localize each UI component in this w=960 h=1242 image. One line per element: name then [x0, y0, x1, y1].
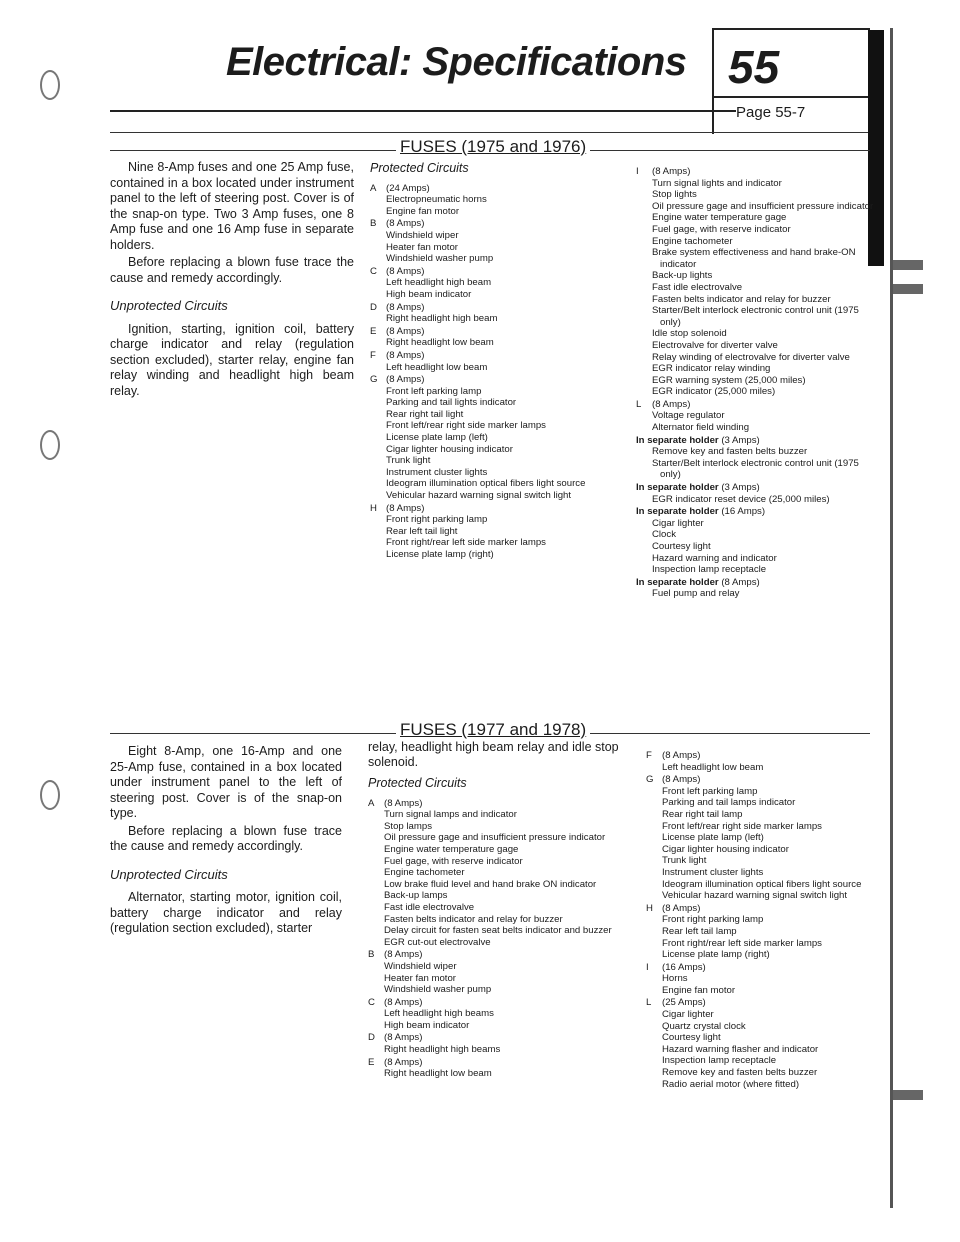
fuses-1977-protected-circuits	[368, 740, 624, 1081]
circuit-item: Right headlight high beam	[386, 313, 498, 325]
fuse-group-header	[370, 266, 628, 278]
fuse-rating: (8 Amps)	[384, 1032, 423, 1044]
circuit-item: Fasten belts indicator and relay for buzzer	[384, 913, 563, 925]
fuse-letter: A	[368, 797, 375, 809]
holder-label: In separate holder	[636, 434, 719, 446]
circuit-item: Inspection lamp receptacle	[662, 1055, 777, 1067]
fuse-group	[370, 183, 628, 218]
circuit-item: Back-up lights	[652, 270, 713, 282]
fuse-rating: (8 Amps)	[386, 325, 425, 337]
fuse-group-header	[636, 399, 878, 411]
circuit-item: Front right parking lamp	[386, 514, 488, 526]
fuse-letter: C	[368, 996, 375, 1008]
circuit-item: Front left/rear right side marker lamps	[386, 420, 546, 432]
fuse-letter: L	[646, 997, 652, 1009]
separate-holder-group	[636, 435, 878, 481]
fuse-group	[368, 1057, 624, 1080]
circuit-item: EGR cut-out electrovalve	[384, 936, 491, 948]
fuse-group	[368, 1032, 624, 1055]
page-edge-line	[890, 28, 893, 1208]
circuit-item: Remove key and fasten belts buzzer	[662, 1067, 818, 1079]
circuit-item: Voltage regulator	[652, 410, 725, 422]
circuit-item: Turn signal lamps and indicator	[384, 809, 517, 821]
circuit-item: Idle stop solenoid	[652, 328, 727, 340]
circuit-item: Remove key and fasten belts buzzer	[652, 446, 808, 458]
circuit-item: License plate lamp (right)	[386, 549, 494, 560]
fuse-group-header	[370, 183, 628, 195]
circuit-item: Vehicular hazard warning signal switch light	[386, 490, 572, 502]
fuse-rating: (16 Amps)	[721, 506, 766, 518]
circuit-item: Low brake fluid level and hand brake ON indicator	[384, 878, 597, 890]
fuse-group	[370, 302, 628, 325]
holder-label: In separate holder	[636, 576, 719, 588]
fuse-group-header	[368, 997, 624, 1009]
fuses-1975-protected-circuits-cont	[636, 166, 878, 601]
fuse-group-header	[646, 774, 878, 786]
fuse-rating: (8 Amps)	[386, 349, 425, 361]
circuit-item: Back-up lamps	[384, 890, 448, 902]
fuse-rating: (8 Amps)	[384, 797, 423, 809]
circuit-item: Windshield washer pump	[384, 984, 492, 996]
circuit-item: Engine tachometer	[384, 867, 465, 879]
fuse-rating: (3 Amps)	[721, 434, 760, 446]
circuit-item: Front right parking lamp	[662, 914, 764, 926]
circuit-item: Clock	[652, 529, 676, 541]
fuse-rating: (8 Amps)	[386, 265, 425, 277]
holder-label: In separate holder	[636, 506, 719, 518]
fuse-group	[646, 903, 878, 961]
fuse-letter: H	[646, 902, 653, 914]
circuit-item: Left headlight low beam	[386, 361, 488, 373]
circuit-item: Windshield washer pump	[386, 253, 494, 265]
separate-holder-group	[636, 506, 878, 576]
circuit-item: License plate lamp (left)	[662, 832, 764, 844]
paragraph: Nine 8-Amp fuses and one 25 Amp fuse, contained in a box located under instrument panel to the left of steering post. Cover is of the snap-on type. Two 3 Amp fuses, one 8 Amp fuse and one 16 Amp fuse in separate holders.	[110, 160, 354, 252]
fuse-rating: (8 Amps)	[386, 374, 425, 386]
fuse-rating: (8 Amps)	[662, 774, 701, 786]
circuit-item: Starter/Belt interlock electronic control unit (1975 only)	[652, 305, 859, 328]
subheading: Unprotected Circuits	[110, 298, 228, 313]
circuit-item: Engine fan motor	[386, 205, 460, 217]
circuit-item: Left headlight high beams	[384, 1008, 494, 1020]
circuit-item: Front right/rear left side marker lamps	[662, 937, 822, 949]
header-rule	[110, 110, 736, 112]
circuit-item: Radio aerial motor (where fitted)	[662, 1078, 800, 1090]
circuit-item: Electrovalve for diverter valve	[652, 339, 778, 351]
page-number: Page 55-7	[736, 104, 806, 121]
fuse-letter: I	[646, 961, 649, 973]
circuit-item: High beam indicator	[384, 1019, 470, 1031]
circuit-item: Relay winding of electrovalve for diverter valve	[652, 351, 850, 363]
fuse-group-header	[370, 503, 628, 515]
fuse-letter: B	[368, 949, 375, 961]
circuit-item: Fast idle electrovalve	[384, 901, 475, 913]
circuit-item: Cigar lighter housing indicator	[386, 443, 513, 455]
fuse-group	[636, 166, 878, 398]
separate-holder-group	[636, 577, 878, 600]
fuse-letter: A	[370, 182, 377, 194]
circuit-item: Instrument cluster lights	[662, 866, 764, 878]
fuse-group	[646, 962, 878, 997]
fuse-rating: (8 Amps)	[386, 301, 425, 313]
fuse-rating: (3 Amps)	[721, 482, 760, 494]
circuit-item: Trunk light	[662, 855, 707, 867]
circuit-item: Engine water temperature gage	[652, 212, 787, 224]
fuse-letter: F	[370, 349, 376, 361]
fuse-group-header	[636, 166, 878, 178]
fuse-letter: D	[368, 1032, 375, 1044]
fuse-group	[368, 949, 624, 995]
fuse-group-header	[646, 962, 878, 974]
circuit-item: Parking and tail lights indicator	[386, 397, 517, 409]
circuit-item: EGR indicator (25,000 miles)	[652, 386, 776, 398]
circuit-item: Cigar lighter	[652, 517, 704, 529]
fuse-group-header	[370, 302, 628, 314]
circuit-item: Stop lights	[652, 189, 697, 201]
circuit-item: License plate lamp (right)	[662, 949, 770, 961]
circuit-item: Electropneumatic horns	[386, 194, 487, 206]
fuse-group-header	[646, 750, 878, 762]
page-title: Electrical: Specifications	[226, 40, 687, 84]
circuit-item: Heater fan motor	[386, 241, 458, 253]
fuse-rating: (8 Amps)	[386, 218, 425, 230]
fuse-letter: G	[646, 774, 654, 786]
circuit-item: Fasten belts indicator and relay for buzzer	[652, 293, 831, 305]
fuses-1977-protected-circuits-cont	[646, 750, 878, 1091]
fuse-rating: (8 Amps)	[384, 996, 423, 1008]
circuit-item: EGR indicator relay winding	[652, 363, 771, 375]
circuit-item: Windshield wiper	[384, 960, 457, 972]
fuse-group	[646, 750, 878, 773]
fuse-letter: H	[370, 502, 377, 514]
fuse-letter: G	[370, 374, 378, 386]
fuse-letter: D	[370, 301, 377, 313]
circuit-item: Ideogram illumination optical fibers light source	[662, 878, 862, 890]
circuit-item: Fuel pump and relay	[652, 588, 740, 600]
circuit-item: Horns	[662, 973, 688, 985]
fuse-group	[368, 997, 624, 1032]
fuse-group-header	[370, 374, 628, 386]
fuse-rating: (8 Amps)	[662, 750, 701, 761]
section-heading-1977: FUSES (1977 and 1978)	[396, 720, 590, 740]
fuse-group	[646, 997, 878, 1090]
circuit-item: Engine tachometer	[652, 235, 733, 247]
circuit-item: Brake system effectiveness and hand brake-ON indicator	[652, 247, 856, 270]
circuit-item: Right headlight high beams	[384, 1044, 501, 1056]
circuit-item: Trunk light	[386, 455, 431, 467]
fuse-letter: L	[636, 398, 642, 410]
fuse-rating: (8 Amps)	[384, 949, 423, 961]
binder-hole	[40, 70, 60, 100]
circuit-item: Engine fan motor	[662, 984, 736, 996]
fuse-rating: (8 Amps)	[384, 1056, 423, 1068]
circuit-item: Ideogram illumination optical fibers light source	[386, 478, 586, 490]
fuse-letter: B	[370, 218, 377, 230]
paragraph: Alternator, starting motor, ignition coil, battery charge indicator and relay (regulation section excluded), starter	[110, 890, 342, 935]
fuse-group-header	[646, 903, 878, 915]
fuse-letter: C	[370, 265, 377, 277]
fuse-group	[370, 350, 628, 373]
fuses-1975-protected-circuits	[370, 163, 628, 562]
paragraph: Ignition, starting, ignition coil, battery charge indicator and relay (regulation section excluded), starter relay, engine fan relay winding and headlight high beam relay.	[110, 321, 354, 398]
subheading: Protected Circuits	[370, 161, 469, 175]
paragraph: Before replacing a blown fuse trace the cause and remedy accordingly.	[110, 823, 342, 853]
circuit-item: Oil pressure gage and insufficient pressure indicator	[652, 200, 874, 212]
fuse-group	[370, 218, 628, 264]
circuit-item: EGR indicator reset device (25,000 miles)	[652, 493, 830, 505]
fuse-group-header	[370, 326, 628, 338]
fuses-1975-description	[110, 160, 354, 401]
circuit-item: Oil pressure gage and insufficient pressure indicator	[384, 832, 606, 844]
paragraph: Eight 8-Amp, one 16-Amp and one 25-Amp fuse, contained in a box located under instrument panel to the left of steering post. Cover is of the snap-on type.	[110, 744, 342, 820]
fuse-rating: (8 Amps)	[386, 502, 425, 514]
fuse-group	[370, 374, 628, 502]
circuit-item: Fast idle electrovalve	[652, 281, 743, 293]
circuit-item: Rear left tail light	[386, 525, 458, 537]
fuse-group	[368, 798, 624, 949]
circuit-item: Delay circuit for fasten seat belts indicator and buzzer	[384, 925, 612, 937]
fuse-group	[646, 774, 878, 902]
index-tab-mark	[893, 260, 923, 270]
circuit-item: Courtesy light	[662, 1032, 721, 1044]
fuse-group-header	[636, 435, 878, 447]
circuit-item: Rear right tail light	[386, 408, 464, 420]
fuse-group-header	[636, 577, 878, 589]
index-tab-mark	[893, 284, 923, 294]
fuse-group-header	[370, 350, 628, 362]
circuit-item: Engine water temperature gage	[384, 843, 519, 855]
circuit-item: Quartz crystal clock	[662, 1020, 746, 1032]
fuse-group	[370, 326, 628, 349]
fuse-group	[370, 266, 628, 301]
circuit-item: Hazard warning flasher and indicator	[662, 1043, 819, 1055]
fuse-letter: F	[646, 750, 652, 761]
fuse-rating: (16 Amps)	[662, 961, 706, 973]
fuse-rating: (8 Amps)	[652, 398, 691, 410]
fuse-group-header	[646, 997, 878, 1009]
subheading: Unprotected Circuits	[110, 866, 228, 882]
fuse-group-header	[368, 949, 624, 961]
circuit-item: Front right/rear left side marker lamps	[386, 537, 546, 549]
circuit-item: Right headlight low beam	[386, 337, 494, 349]
fuses-1977-description	[110, 744, 342, 939]
circuit-item: Front left parking lamp	[662, 785, 758, 797]
circuit-item: Parking and tail lamps indicator	[662, 797, 796, 809]
binder-hole	[40, 430, 60, 460]
circuit-item: Starter/Belt interlock electronic control unit (1975 only)	[652, 457, 859, 481]
fuse-group-header	[368, 1057, 624, 1069]
fuse-letter: E	[370, 325, 377, 337]
fuse-rating: (24 Amps)	[386, 182, 430, 194]
circuit-item: High beam indicator	[386, 288, 472, 300]
circuit-item: Front left/rear right side marker lamps	[662, 820, 822, 832]
paragraph: relay, headlight high beam relay and idle stop solenoid.	[368, 740, 619, 769]
circuit-item: Vehicular hazard warning signal switch light	[662, 890, 848, 902]
fuse-group-header	[636, 482, 878, 494]
circuit-item: Alternator field winding	[652, 422, 750, 434]
circuit-item: License plate lamp (left)	[386, 432, 488, 444]
circuit-item: EGR warning system (25,000 miles)	[652, 374, 806, 386]
fuse-letter: E	[368, 1056, 375, 1068]
fuse-group	[370, 503, 628, 561]
circuit-item: Rear right tail lamp	[662, 808, 743, 820]
circuit-item: Turn signal lights and indicator	[652, 177, 782, 189]
subheading: Protected Circuits	[368, 776, 467, 790]
section-heading-1975: FUSES (1975 and 1976)	[396, 137, 590, 157]
circuit-item: Front left parking lamp	[386, 385, 482, 397]
fuse-group	[636, 399, 878, 434]
subheader-rule	[110, 132, 870, 133]
circuit-item: Courtesy light	[652, 541, 711, 552]
fuse-rating: (25 Amps)	[662, 997, 706, 1009]
circuit-item: Heater fan motor	[384, 972, 456, 984]
chapter-divider	[714, 96, 868, 98]
fuse-group-header	[368, 798, 624, 810]
fuse-rating: (8 Amps)	[652, 166, 691, 177]
fuse-group-header	[636, 506, 878, 518]
circuit-item: Rear left tail lamp	[662, 925, 737, 937]
circuit-item: Hazard warning and indicator	[652, 552, 777, 564]
circuit-item: Fuel gage, with reserve indicator	[384, 855, 523, 867]
separate-holder-group	[636, 482, 878, 505]
fuse-rating: (8 Amps)	[662, 902, 701, 914]
circuit-item: Left headlight high beam	[386, 277, 492, 289]
binder-hole	[40, 780, 60, 810]
holder-label: In separate holder	[636, 482, 719, 494]
circuit-item: Windshield wiper	[386, 229, 459, 241]
fuse-letter: I	[636, 166, 639, 177]
fuse-group-header	[368, 1032, 624, 1044]
paragraph: Before replacing a blown fuse trace the cause and remedy accordingly.	[110, 255, 354, 285]
fuse-rating: (8 Amps)	[721, 576, 760, 588]
circuit-item: Cigar lighter housing indicator	[662, 843, 789, 855]
index-tab-mark	[893, 1090, 923, 1100]
circuit-item: Left headlight low beam	[662, 761, 764, 773]
circuit-item: Right headlight low beam	[384, 1068, 492, 1080]
fuse-group-header	[370, 218, 628, 230]
circuit-item: Fuel gage, with reserve indicator	[652, 223, 791, 235]
chapter-number: 55	[728, 41, 780, 93]
circuit-item: Inspection lamp receptacle	[652, 564, 767, 576]
circuit-item: Cigar lighter	[662, 1009, 714, 1021]
circuit-item: Stop lamps	[384, 820, 432, 832]
circuit-item: Instrument cluster lights	[386, 466, 488, 478]
